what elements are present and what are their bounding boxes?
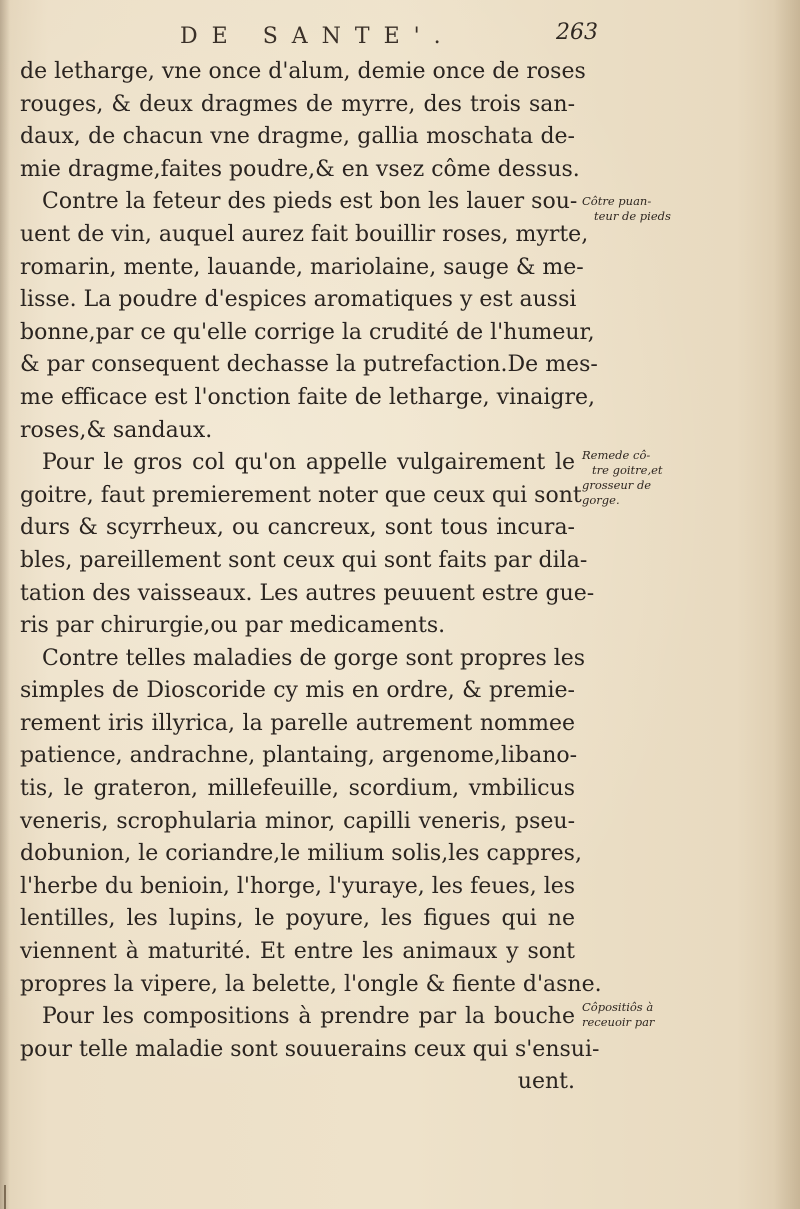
text-line: viennent à maturité. Et entre les animaux y sont xyxy=(20,939,575,965)
margin-note-line: tre goitre,et xyxy=(592,463,663,477)
text-line: ris par chirurgie,ou par medicaments. xyxy=(20,613,446,639)
text-line: patience, andrachne, plantaing, argenome,libano- xyxy=(20,743,578,769)
text-line: dobunion, le coriandre,le milium solis,les cappres, xyxy=(20,841,582,867)
margin-note-line: Côtre puan- xyxy=(582,194,652,208)
margin-note-line: teur de pieds xyxy=(594,209,671,223)
text-line: Contre la feteur des pieds est bon les lauer sou- xyxy=(42,189,578,215)
text-line: rement iris illyrica, la parelle autrement nommee xyxy=(20,710,575,736)
text-line: goitre, faut premierement noter que ceux qui sont xyxy=(20,482,582,508)
running-title: DE SANTE'. xyxy=(180,24,455,49)
margin-note-compositions xyxy=(582,1000,692,1030)
text-line: & par consequent dechasse la putrefaction.De mes- xyxy=(20,352,598,378)
text-line: uent. xyxy=(517,1069,575,1095)
page-number: 263 xyxy=(556,20,598,45)
text-line: Pour le gros col qu'on appelle vulgairement le xyxy=(42,450,575,476)
text-line: bles, pareillement sont ceux qui sont faits par dila- xyxy=(20,547,588,573)
text-line: lentilles, les lupins, le poyure, les figues qui ne xyxy=(20,906,575,932)
text-line: rouges, & deux dragmes de myrre, des trois san- xyxy=(20,91,575,117)
text-line: veneris, scrophularia minor, capilli veneris, pseu- xyxy=(20,808,575,834)
gutter-shadow xyxy=(0,0,10,1209)
text-line: uent de vin, auquel aurez fait bouillir roses, myrte, xyxy=(20,221,589,247)
text-line: me efficace est l'onction faite de letharge, vinaigre, xyxy=(20,384,596,410)
binding-mark xyxy=(4,1185,6,1209)
margin-note-goitre xyxy=(582,448,692,508)
text-line: lisse. La poudre d'espices aromatiques y est aussi xyxy=(20,287,577,313)
text-line: de letharge, vne once d'alum, demie once de roses xyxy=(20,59,586,84)
text-line: tation des vaisseaux. Les autres peuuent estre gue- xyxy=(20,580,595,606)
text-line: Contre telles maladies de gorge sont propres les xyxy=(42,645,586,671)
text-line: daux, de chacun vne dragme, gallia moschata de- xyxy=(20,124,575,150)
text-line: durs & scyrrheux, ou cancreux, sont tous incura- xyxy=(20,515,575,541)
text-line: Pour les compositions à prendre par la bouche xyxy=(42,1004,575,1030)
text-line: simples de Dioscoride cy mis en ordre, & premie- xyxy=(20,678,575,704)
text-line: l'herbe du benioin, l'horge, l'yuraye, les feues, les xyxy=(20,873,576,899)
margin-note-line: receuoir par xyxy=(582,1015,655,1029)
body-text xyxy=(20,56,602,1099)
text-line: pour telle maladie sont souuerains ceux qui s'ensui- xyxy=(20,1036,600,1062)
page-edge-shading xyxy=(774,0,800,1209)
margin-note-line: Remede cô- xyxy=(582,448,651,462)
text-line: romarin, mente, lauande, mariolaine, sauge & me- xyxy=(20,254,584,280)
margin-note-line: grosseur de xyxy=(582,478,652,492)
margin-note-line: Côpositiôs à xyxy=(582,1000,654,1014)
margin-note-line: gorge. xyxy=(582,493,620,507)
text-line: bonne,par ce qu'elle corrige la crudité de l'humeur, xyxy=(20,319,595,345)
margin-note-feet xyxy=(582,194,692,224)
text-line: mie dragme,faites poudre,& en vsez côme dessus. xyxy=(20,156,580,182)
text-line: propres la vipere, la belette, l'ongle & fiente d'asne. xyxy=(20,971,602,997)
text-line: roses,& sandaux. xyxy=(20,417,213,443)
text-line: tis, le grateron, millefeuille, scordium, vmbilicus xyxy=(20,776,575,802)
